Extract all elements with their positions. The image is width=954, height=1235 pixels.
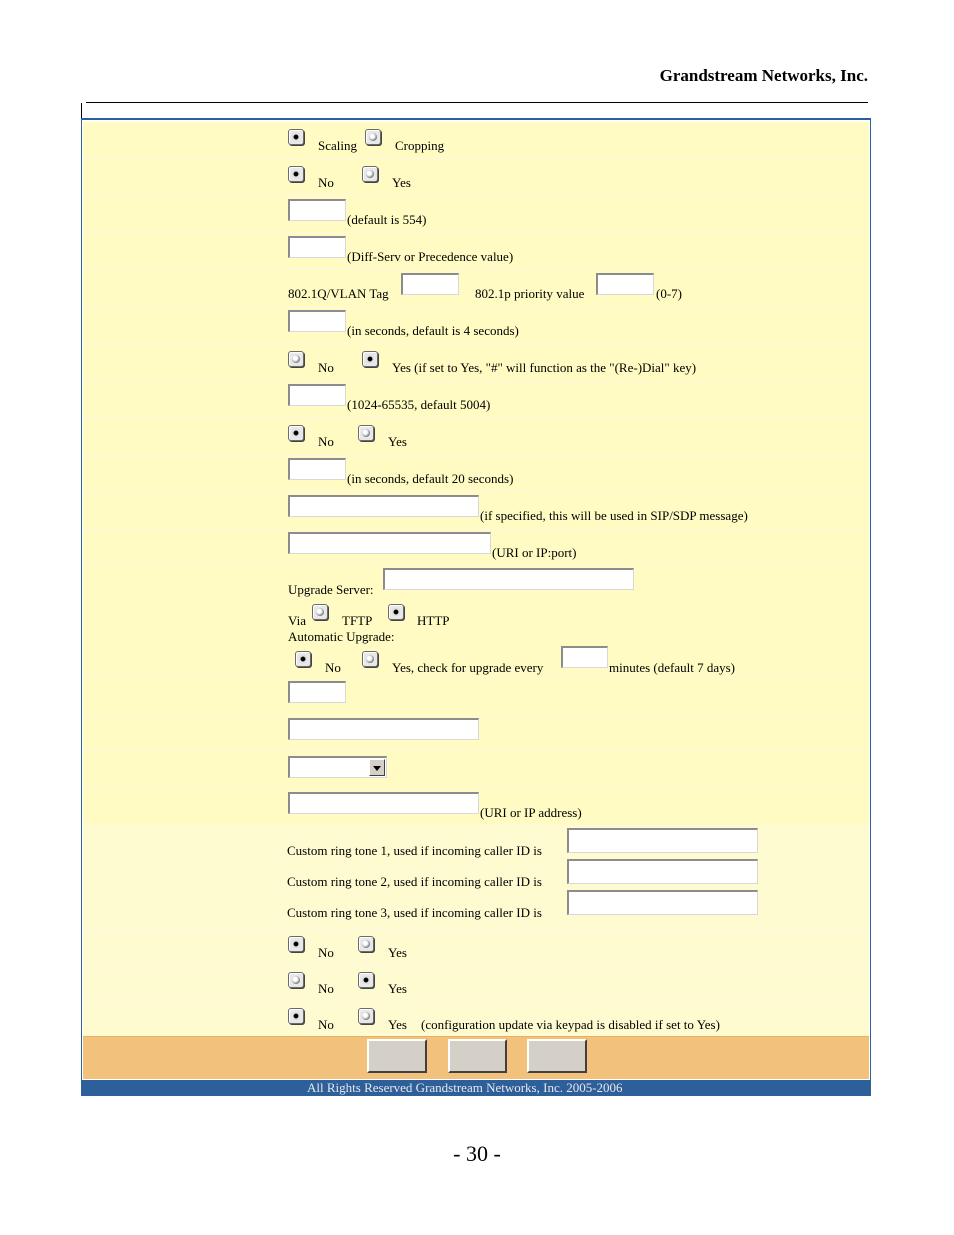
header-rule — [86, 102, 868, 103]
auto-upgrade-no-radio[interactable] — [295, 651, 311, 667]
no-label: No — [318, 981, 334, 996]
row-upgrade — [83, 566, 869, 678]
page-header-company: Grandstream Networks, Inc. — [659, 66, 868, 85]
dial-key-yes-radio[interactable] — [362, 351, 378, 367]
upgrade-interval-input[interactable] — [561, 646, 608, 668]
auto-upgrade-yes-radio[interactable] — [362, 651, 378, 667]
short-input[interactable] — [288, 681, 346, 703]
upgrade-server-label: Upgrade Server: — [288, 582, 374, 597]
ring-tone-3-label: Custom ring tone 3, used if incoming caller ID is — [287, 905, 542, 920]
public-ip-input[interactable] — [288, 495, 479, 517]
yes-radio[interactable] — [358, 936, 374, 952]
update-button[interactable] — [367, 1039, 427, 1073]
scaling-label: Scaling — [318, 138, 357, 153]
no-label: No — [318, 175, 334, 190]
public-ip-note: (if specified, this will be used in SIP/SDP message) — [480, 508, 748, 523]
row-rtp-port — [83, 381, 869, 418]
button-bar — [83, 1036, 869, 1079]
seconds-input[interactable] — [288, 310, 346, 332]
port-input[interactable] — [288, 199, 346, 221]
no-radio[interactable] — [288, 166, 304, 182]
via-label: Via — [288, 613, 306, 628]
cropping-label: Cropping — [395, 138, 445, 153]
tftp-radio[interactable] — [312, 604, 328, 620]
yes-label: Yes — [388, 945, 407, 960]
stun-server-input[interactable] — [288, 532, 491, 554]
row-blank-input-2 — [83, 715, 869, 752]
row-blank-input-1 — [83, 678, 869, 715]
keypad-no-label: No — [318, 1017, 334, 1032]
cancel-button[interactable] — [448, 1039, 507, 1073]
yes-radio[interactable] — [362, 166, 378, 182]
priority-label: 802.1p priority value — [475, 286, 585, 301]
dial-key-no-radio[interactable] — [288, 351, 304, 367]
no-radio[interactable] — [288, 972, 304, 988]
row-seconds-4 — [83, 307, 869, 344]
keypad-yes-label: Yes — [388, 1017, 407, 1032]
reboot-button[interactable] — [527, 1039, 587, 1073]
row-label-cell — [83, 122, 283, 158]
row-no-yes-3 — [83, 930, 869, 966]
ring-tone-3-input[interactable] — [567, 890, 758, 915]
no-label: No — [318, 434, 334, 449]
priority-input[interactable] — [596, 273, 654, 295]
upgrade-server-input[interactable] — [383, 568, 634, 590]
row-public-ip — [83, 492, 869, 529]
keypad-note: (configuration update via keypad is disabled if set to Yes) — [421, 1017, 720, 1032]
ring-tone-2-input[interactable] — [567, 859, 758, 884]
interval-note: (in seconds, default 20 seconds) — [347, 471, 514, 486]
row-seconds-20 — [83, 455, 869, 492]
no-label: No — [318, 945, 334, 960]
ring-tone-1-input[interactable] — [567, 828, 758, 853]
row-port-554 — [83, 196, 869, 233]
tftp-label: TFTP — [342, 613, 373, 628]
keypad-yes-radio[interactable] — [358, 1008, 374, 1024]
interval-input[interactable] — [288, 458, 346, 480]
priority-note: (0-7) — [656, 286, 682, 301]
yes-label: Yes — [388, 434, 407, 449]
stun-server-note: (URI or IP:port) — [492, 545, 577, 560]
row-no-yes-4 — [83, 966, 869, 1002]
row-no-yes-2 — [83, 418, 869, 455]
row-select — [83, 752, 869, 789]
diffserv-input[interactable] — [288, 236, 346, 258]
ring-tone-2-label: Custom ring tone 2, used if incoming caller ID is — [287, 874, 542, 889]
page-number: - 30 - — [453, 1141, 501, 1166]
footer-copyright: All Rights Reserved Grandstream Networks, Inc. 2005-2006 — [307, 1080, 623, 1095]
row-stun — [83, 529, 869, 566]
row-dial-key — [83, 344, 869, 381]
http-radio[interactable] — [388, 604, 404, 620]
footer-bar — [82, 1080, 870, 1096]
diffserv-note: (Diff-Serv or Precedence value) — [347, 249, 514, 264]
keypad-no-radio[interactable] — [288, 1008, 304, 1024]
no-radio[interactable] — [288, 936, 304, 952]
yes-label: Yes — [388, 981, 407, 996]
vlan-tag-input[interactable] — [401, 273, 459, 295]
row-keypad-lock — [83, 1002, 869, 1038]
row-uri-address — [83, 789, 869, 826]
yes-label: Yes — [392, 175, 411, 190]
dial-key-no-label: No — [318, 360, 334, 375]
dial-key-yes-label: Yes (if set to Yes, "#" will function as the "(Re-)Dial" key) — [392, 360, 697, 375]
row-scaling — [83, 122, 869, 159]
rtp-port-input[interactable] — [288, 384, 346, 406]
row-vlan — [83, 270, 869, 307]
vlan-tag-label: 802.1Q/VLAN Tag — [288, 286, 389, 301]
ring-tone-1-label: Custom ring tone 1, used if incoming caller ID is — [287, 843, 542, 858]
auto-upgrade-no-label: No — [325, 660, 341, 675]
option-select[interactable] — [288, 756, 387, 778]
auto-upgrade-label: Automatic Upgrade: — [288, 629, 395, 644]
row-diffserv — [83, 233, 869, 270]
http-label: HTTP — [417, 613, 450, 628]
config-form-frame — [81, 118, 871, 1096]
cropping-radio[interactable] — [365, 129, 381, 145]
seconds-note: (in seconds, default is 4 seconds) — [347, 323, 519, 338]
chevron-down-icon[interactable] — [369, 759, 385, 776]
no-radio[interactable] — [288, 425, 304, 441]
header-tick — [81, 103, 82, 118]
upgrade-interval-note: minutes (default 7 days) — [609, 660, 735, 675]
port-note: (default is 554) — [347, 212, 427, 227]
yes-radio[interactable] — [358, 425, 374, 441]
rtp-port-note: (1024-65535, default 5004) — [347, 397, 491, 412]
auto-upgrade-yes-label: Yes, check for upgrade every — [392, 660, 544, 675]
row-ring-tones — [83, 826, 869, 930]
uri-address-input[interactable] — [288, 792, 479, 814]
uri-address-note: (URI or IP address) — [480, 805, 582, 820]
wide-input[interactable] — [288, 718, 479, 740]
row-no-yes-1 — [83, 159, 869, 196]
yes-radio[interactable] — [358, 972, 374, 988]
scaling-radio[interactable] — [288, 129, 304, 145]
